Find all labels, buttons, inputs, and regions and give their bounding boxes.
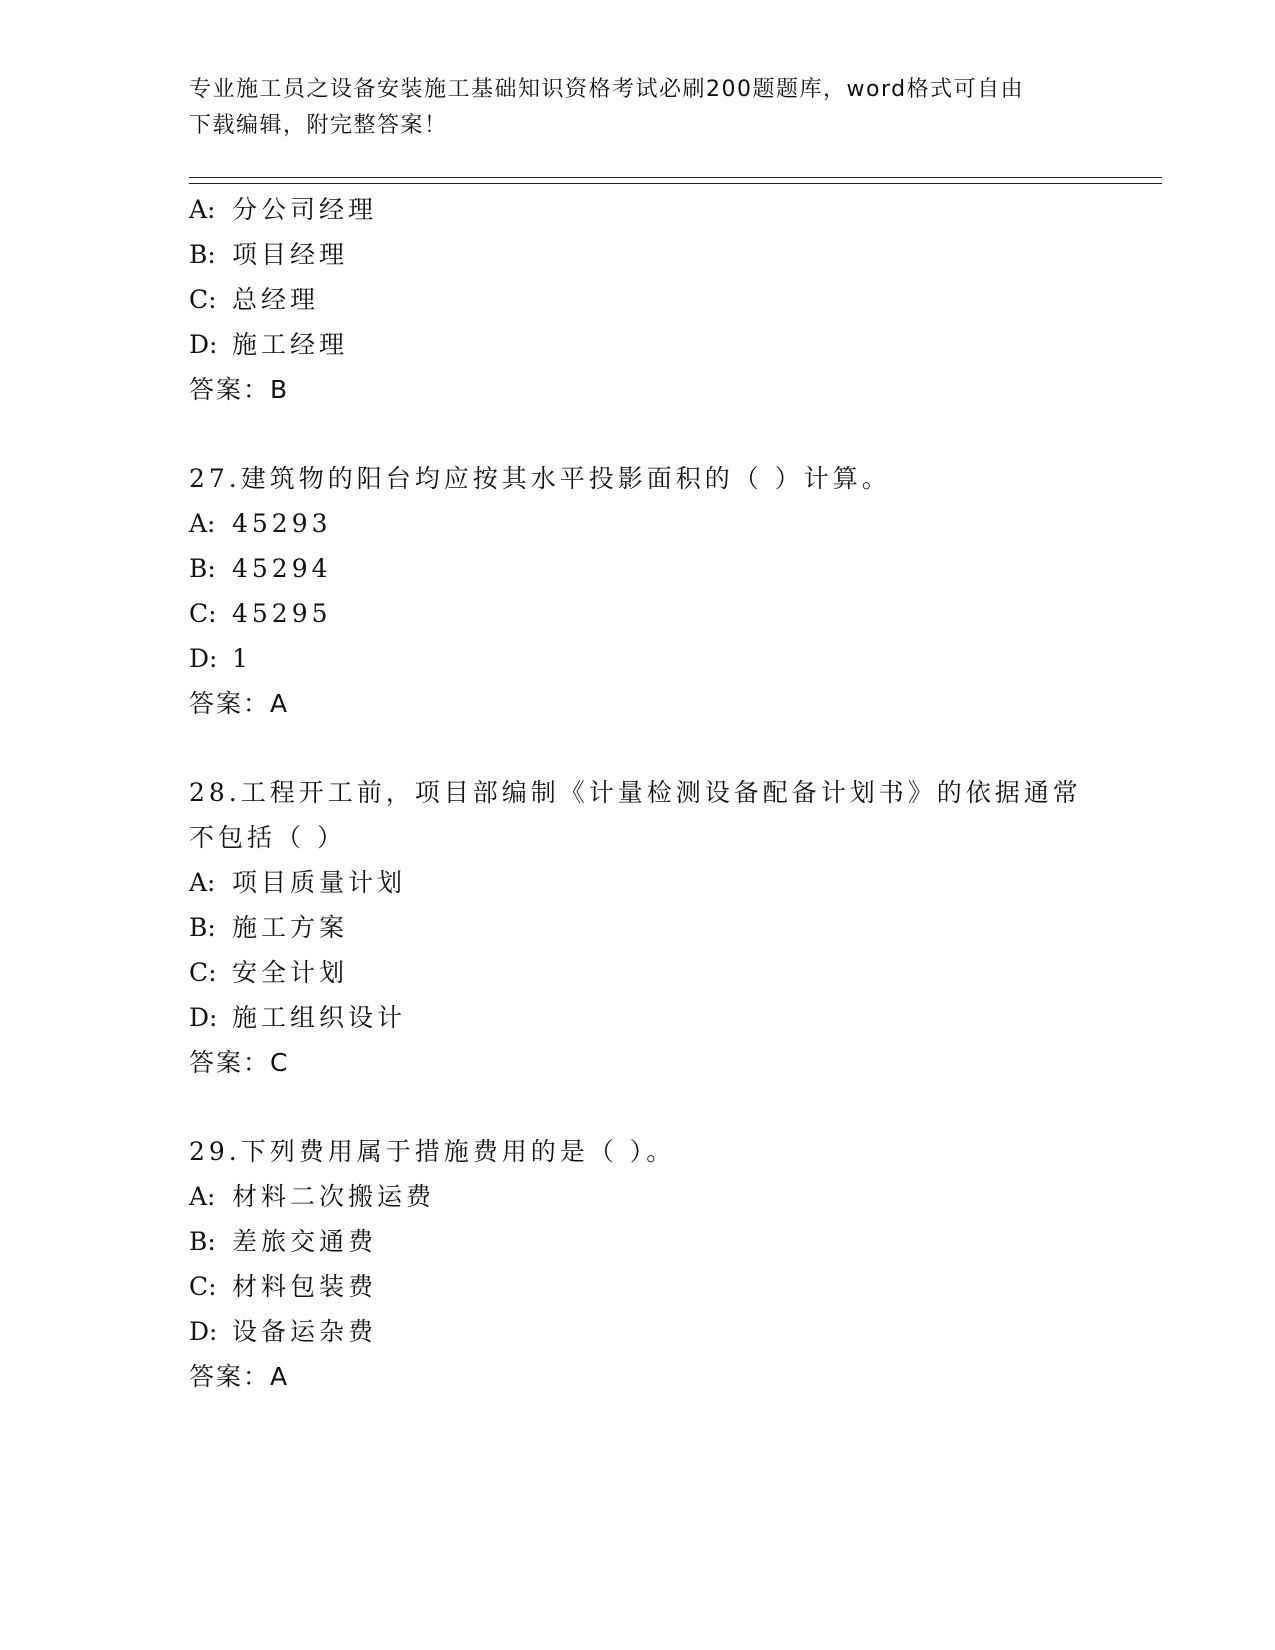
option-letter: D:	[189, 330, 218, 359]
q27-option-a	[189, 507, 332, 541]
option-letter: C:	[189, 599, 217, 628]
option-text: 安全计划	[232, 958, 349, 987]
q29-option-a	[189, 1180, 435, 1214]
option-text: 施工经理	[232, 330, 349, 359]
q26-answer: 答案：B	[189, 375, 290, 404]
q28-option-d	[189, 1001, 406, 1035]
q27-question: 27.建筑物的阳台均应按其水平投影面积的（ ）计算。	[189, 464, 891, 493]
q26-option-c	[189, 283, 319, 317]
q29-question: 29.下列费用属于措施费用的是（ ）。	[189, 1137, 676, 1166]
q27-option-b	[189, 552, 332, 586]
option-letter: D:	[189, 1003, 218, 1032]
option-letter: A:	[189, 509, 216, 538]
option-letter: A:	[189, 1182, 216, 1211]
option-letter: D:	[189, 1317, 218, 1346]
q26-option-d	[189, 328, 348, 362]
option-text: 45293	[232, 509, 332, 538]
q29-option-b	[189, 1225, 377, 1259]
q28-question-line-1: 28.工程开工前，项目部编制《计量检测设备配备计划书》的依据通常	[189, 778, 1082, 807]
option-text: 45295	[232, 599, 332, 628]
q27-option-c	[189, 597, 332, 631]
option-text: 项目质量计划	[232, 868, 407, 897]
q27-option-d	[189, 642, 252, 676]
q26-option-b	[189, 238, 348, 272]
option-letter: C:	[189, 1272, 217, 1301]
q27-answer: 答案：A	[189, 689, 290, 718]
option-letter: A:	[189, 195, 216, 224]
document-header	[189, 72, 1089, 144]
q28-question-line-2: 不包括（ ）	[189, 823, 346, 852]
option-letter: B:	[189, 554, 216, 583]
option-text: 分公司经理	[232, 195, 378, 224]
q29-option-d	[189, 1315, 377, 1349]
option-text: 1	[232, 644, 252, 673]
option-text: 材料包装费	[232, 1272, 378, 1301]
option-text: 45294	[232, 554, 332, 583]
option-letter: B:	[189, 913, 216, 942]
q26-option-a	[189, 193, 377, 227]
option-text: 项目经理	[232, 240, 349, 269]
option-letter: C:	[189, 958, 217, 987]
option-text: 总经理	[232, 285, 320, 314]
option-letter: D:	[189, 644, 218, 673]
option-text: 施工方案	[232, 913, 349, 942]
option-text: 施工组织设计	[232, 1003, 407, 1032]
q28-option-b	[189, 911, 348, 945]
option-text: 材料二次搬运费	[232, 1182, 436, 1211]
header-divider-bottom	[189, 183, 1162, 184]
option-text: 设备运杂费	[232, 1317, 378, 1346]
q28-option-a	[189, 866, 406, 900]
header-line-2: 下载编辑，附完整答案！	[189, 113, 448, 138]
option-text: 差旅交通费	[232, 1227, 378, 1256]
option-letter: B:	[189, 1227, 216, 1256]
q28-option-c	[189, 956, 348, 990]
q29-option-c	[189, 1270, 377, 1304]
q29-answer: 答案：A	[189, 1362, 290, 1391]
q28-answer: 答案：C	[189, 1048, 290, 1077]
option-letter: A:	[189, 868, 216, 897]
option-letter: B:	[189, 240, 216, 269]
header-line-1: 专业施工员之设备安装施工基础知识资格考试必刷200题题库，word格式可自由	[189, 77, 1025, 102]
header-divider-top	[189, 177, 1162, 178]
option-letter: C:	[189, 285, 217, 314]
